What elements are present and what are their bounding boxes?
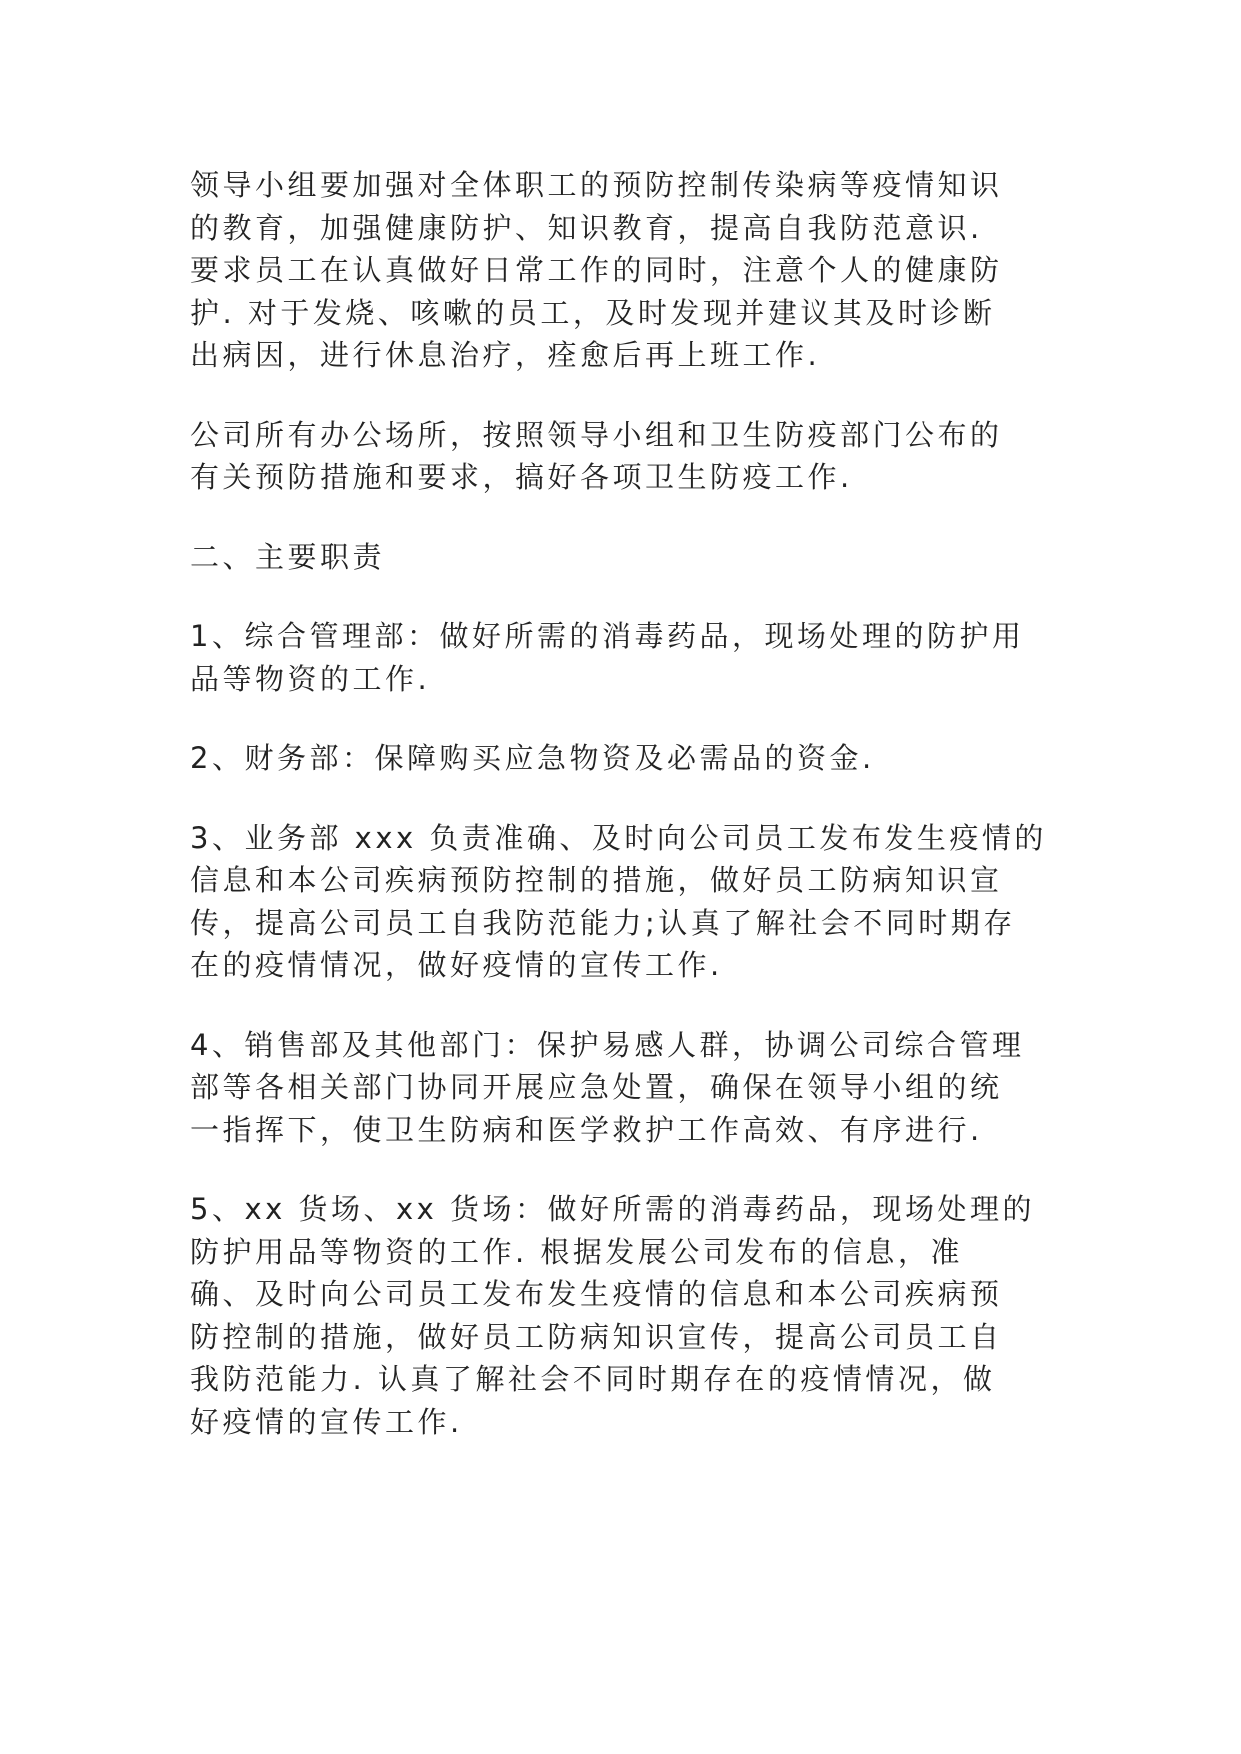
- text-line: 好疫情的宣传工作.: [190, 1404, 463, 1439]
- text-line: 在的疫情情况，做好疫情的宣传工作.: [190, 948, 723, 982]
- text-line: 传，提高公司员工自我防范能力;认真了解社会不同时期存: [190, 905, 1016, 940]
- paragraph-epidemic-education: [190, 164, 1050, 377]
- text-line: 要求员工在认真做好日常工作的同时，注意个人的健康防: [190, 253, 1003, 287]
- text-line: 领导小组要加强对全体职工的预防控制传染病等疫情知识: [190, 168, 1003, 202]
- paragraph-duty-sales: [190, 1024, 1050, 1152]
- text-line: 1、综合管理部：做好所需的消毒药品，现场处理的防护用: [190, 619, 1025, 653]
- text-line: 有关预防措施和要求，搞好各项卫生防疫工作.: [190, 460, 853, 494]
- text-line: 5、xx 货场、xx 货场：做好所需的消毒药品，现场处理的: [190, 1192, 1036, 1226]
- text-line: 2、财务部：保障购买应急物资及必需品的资金.: [190, 741, 875, 775]
- text-line: 我防范能力. 认真了解社会不同时期存在的疫情情况，做: [190, 1362, 996, 1396]
- text-line: 的教育，加强健康防护、知识教育，提高自我防范意识.: [190, 210, 983, 245]
- paragraph-office-hygiene: [190, 414, 1050, 499]
- text-line: 品等物资的工作.: [190, 661, 431, 696]
- text-line: 护. 对于发烧、咳嗽的员工，及时发现并建议其及时诊断: [190, 295, 996, 330]
- section-heading-text: 二、主要职责: [190, 539, 386, 574]
- text-line: 防控制的措施，做好员工防病知识宣传，提高公司员工自: [190, 1319, 1003, 1354]
- paragraph-duty-finance: [190, 737, 1050, 780]
- text-line: 信息和本公司疾病预防控制的措施，做好员工防病知识宣: [190, 863, 1003, 897]
- text-line: 防护用品等物资的工作. 根据发展公司发布的信息，准: [190, 1234, 963, 1269]
- paragraph-duty-business: [190, 817, 1050, 987]
- text-line: 4、销售部及其他部门：保护易感人群，协调公司综合管理: [190, 1027, 1025, 1062]
- section-heading-main-duties: [190, 536, 1050, 579]
- text-line: 公司所有办公场所，按照领导小组和卫生防疫部门公布的: [190, 417, 1003, 452]
- text-line: 部等各相关部门协同开展应急处置，确保在领导小组的统: [190, 1070, 1003, 1104]
- text-line: 3、业务部 xxx 负责准确、及时向公司员工发布发生疫情的: [190, 820, 1047, 855]
- document-body: [190, 164, 1050, 1443]
- paragraph-duty-general-management: [190, 615, 1050, 700]
- text-line: 一指挥下，使卫生防病和医学救护工作高效、有序进行.: [190, 1112, 983, 1147]
- text-line: 出病因，进行休息治疗，痊愈后再上班工作.: [190, 338, 821, 372]
- paragraph-duty-freight-yards: [190, 1188, 1050, 1443]
- text-line: 确、及时向公司员工发布发生疫情的信息和本公司疾病预: [190, 1277, 1003, 1311]
